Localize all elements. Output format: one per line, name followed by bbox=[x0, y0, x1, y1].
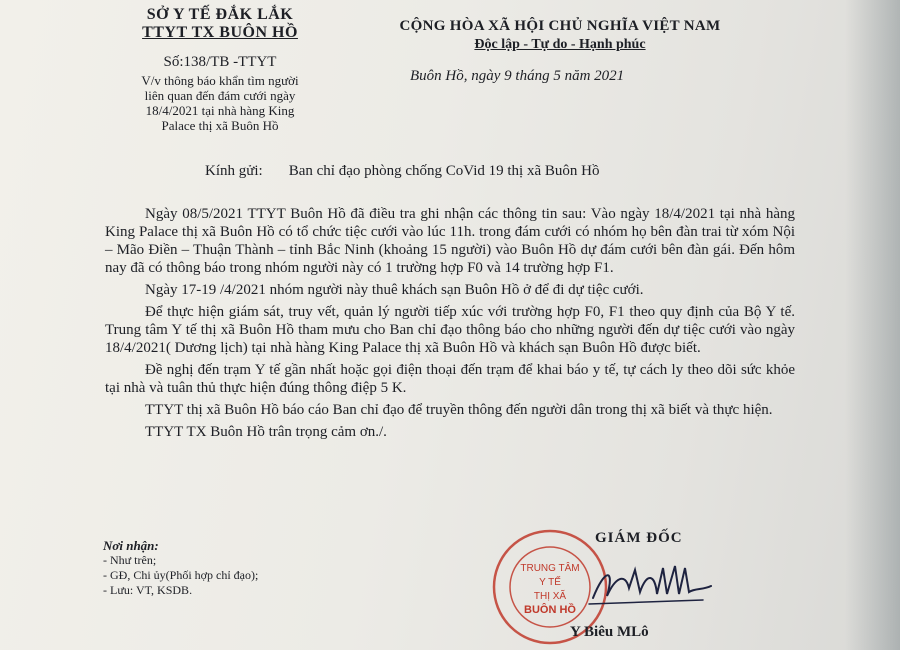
body-paragraph: Ngày 08/5/2021 TTYT Buôn Hồ đã điều tra ghi nhận các thông tin sau: Vào ngày 18/4/2021 tại nhà hàng King Palace thị xã Buôn Hồ có tổ chức tiệc cưới vào lúc 11h. trong đám cưới có nhóm họ bên đàn trai từ xóm Nội – Mão Điền – Thuận Thành – tỉnh Bắc Ninh (khoảng 15 người) vào Buôn Hồ dự đám cưới bên đàn gái. Đến hôm nay đã có thông báo trong nhóm người này có 1 trường hợp F0 và 14 trường hợp F1. bbox=[105, 206, 795, 276]
stamp-text: Y TẾ bbox=[539, 577, 561, 588]
recipient-item: - GĐ, Chi ủy(Phối hợp chỉ đạo); bbox=[103, 568, 259, 582]
subject-line: 18/4/2021 tại nhà hàng King bbox=[145, 103, 295, 118]
document-number: Số:138/TB -TTYT bbox=[163, 54, 277, 70]
body-paragraph: Ngày 17-19 /4/2021 nhóm người này thuê khách sạn Buôn Hồ ở để đi dự tiệc cưới. bbox=[145, 282, 644, 298]
handwritten-signature bbox=[585, 558, 715, 613]
greeting-recipient: Ban chỉ đạo phòng chống CoVid 19 thị xã Buôn Hồ bbox=[288, 163, 600, 179]
recipients-block bbox=[103, 538, 258, 598]
body-paragraph: TTYT TX Buôn Hồ trân trọng cảm ơn./. bbox=[145, 424, 387, 440]
document-body bbox=[105, 205, 795, 445]
greeting-line bbox=[205, 163, 599, 180]
issuer-parent-org: SỞ Y TẾ ĐẮK LẮK bbox=[146, 6, 294, 23]
body-paragraph: Để thực hiện giám sát, truy vết, quản lý người tiếp xúc với trường hợp F0, F1 theo quy định của Bộ Y tế. Trung tâm Y tế thị xã Buôn Hồ tham mưu cho Ban chỉ đạo thông báo cho những người đến dự tiệc cưới vào ngày 18/4/2021( Dương lịch) tại nhà hàng King Palace thị xã Buôn Hồ và khách sạn Buôn Hồ được biết. bbox=[105, 304, 795, 356]
stamp-text: TRUNG TÂM bbox=[520, 563, 580, 574]
recipient-item: - Như trên; bbox=[103, 553, 157, 567]
subject-line: V/v thông báo khẩn tìm người bbox=[141, 73, 299, 88]
national-motto: Độc lập - Tự do - Hạnh phúc bbox=[474, 37, 646, 52]
subject-line: liên quan đến đám cưới ngày bbox=[144, 88, 296, 103]
recipient-item: - Lưu: VT, KSDB. bbox=[103, 583, 193, 597]
body-paragraph: TTYT thị xã Buôn Hồ báo cáo Ban chỉ đạo để truyền thông đến người dân trong thị xã biết và thực hiện. bbox=[145, 402, 773, 418]
stamp-text: THỊ XÃ bbox=[533, 591, 567, 602]
nation-title: CỘNG HÒA XÃ HỘI CHỦ NGHĨA VIỆT NAM bbox=[399, 18, 721, 34]
issuer-block bbox=[95, 6, 345, 133]
signer-name: Y Biêu MLô bbox=[570, 624, 649, 640]
national-header bbox=[360, 18, 760, 53]
subject-line: Palace thị xã Buôn Hồ bbox=[161, 118, 279, 133]
page-edge-shadow bbox=[845, 0, 900, 650]
recipients-title: Nơi nhận: bbox=[103, 538, 159, 553]
greeting-label: Kính gửi: bbox=[205, 163, 263, 179]
body-paragraph: Đề nghị đến trạm Y tế gần nhất hoặc gọi điện thoại đến trạm để khai báo y tế, tự cách ly theo dõi sức khỏe tại nhà và tuân thủ thực hiện đúng thông điệp 5 K. bbox=[105, 362, 795, 396]
place-date: Buôn Hồ, ngày 9 tháng 5 năm 2021 bbox=[410, 68, 625, 84]
issuer-org: TTYT TX BUÔN HỒ bbox=[142, 24, 298, 41]
stamp-text: BUÔN HỒ bbox=[524, 604, 576, 616]
subject-block bbox=[95, 73, 345, 133]
signer-title: GIÁM ĐỐC bbox=[595, 530, 683, 546]
